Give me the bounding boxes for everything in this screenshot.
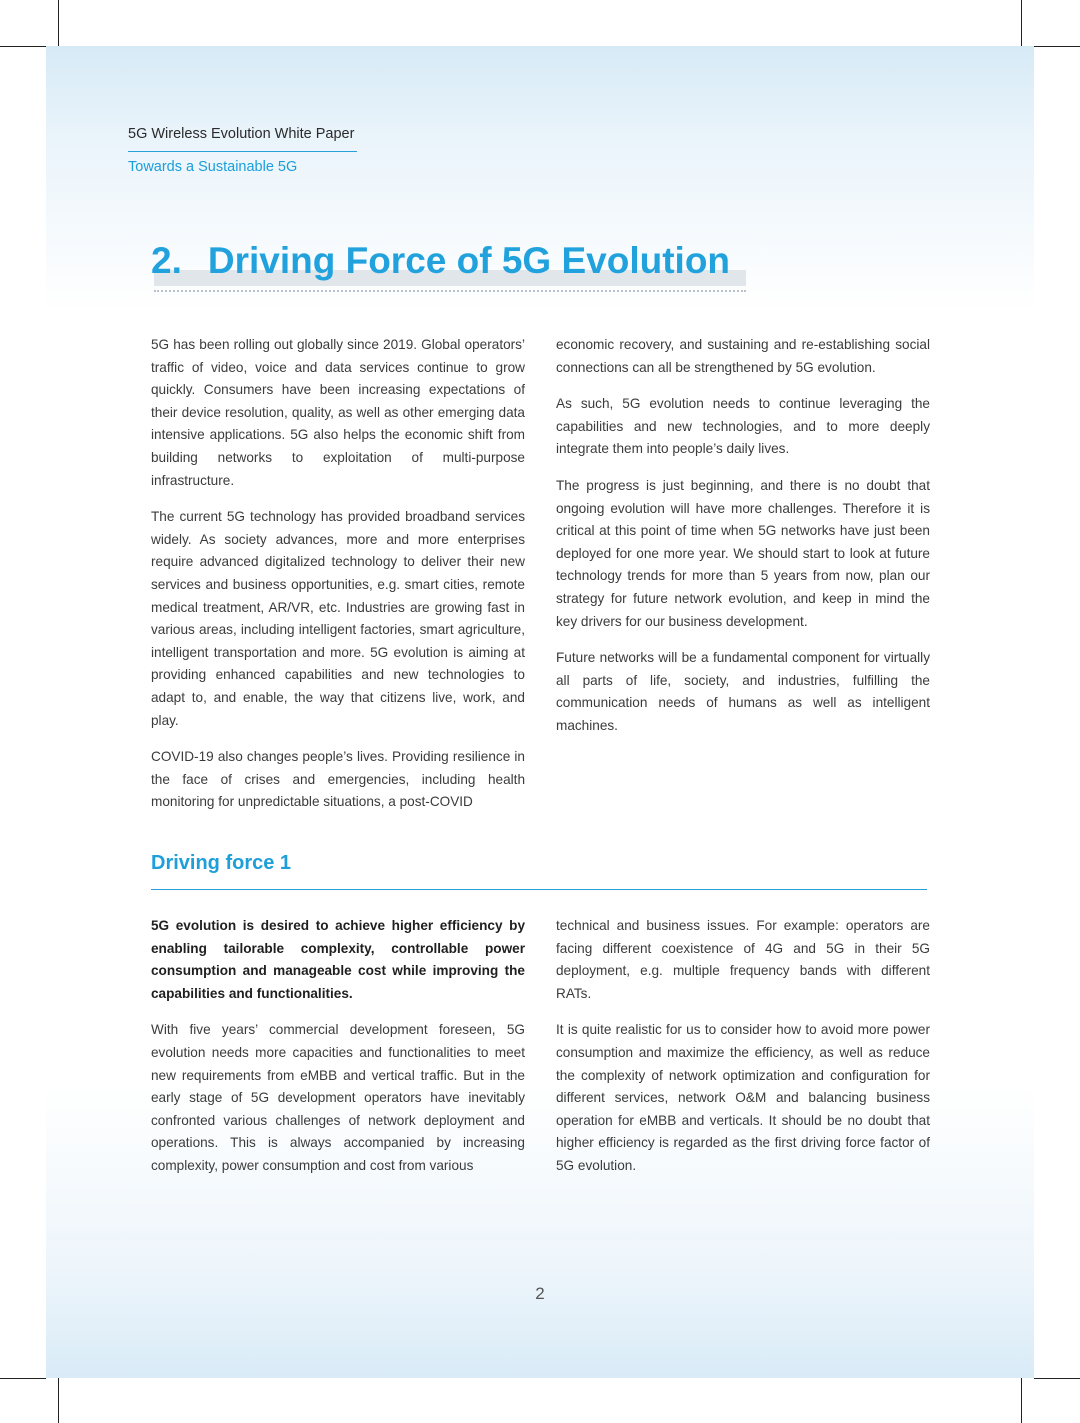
paragraph: Future networks will be a fundamental component for virtually all parts of life, society, and industries, fulfilling the communication needs of humans as well as intelligent machines. bbox=[556, 650, 930, 733]
document-title: 5G Wireless Evolution White Paper bbox=[128, 126, 355, 142]
lead-paragraph: 5G evolution is desired to achieve higher efficiency by enabling tailorable complexity, controllable power consumption and manageable cost while improving the capabilities and functionalities. bbox=[151, 918, 525, 1001]
intro-right-column bbox=[556, 334, 930, 752]
crop-mark-top-left bbox=[0, 46, 46, 47]
paragraph: COVID-19 also changes people’s lives. Providing resilience in the face of crises and emergencies, including health monitoring for unpredictable situations, a post-COVID bbox=[151, 749, 525, 810]
paragraph: As such, 5G evolution needs to continue leveraging the capabilities and new technologies, and to more deeply integrate them into people’s daily lives. bbox=[556, 396, 930, 457]
paragraph: technical and business issues. For example: operators are facing different coexistence of 4G and 5G in their 5G deployment, e.g. multiple frequency bands with different RATs. bbox=[556, 918, 930, 1001]
paragraph: With five years’ commercial development foreseen, 5G evolution needs more capacities and functionalities to meet new requirements from eMBB and vertical traffic. But in the early stage of 5G development operators have inevitably confronted various challenges of network deployment and operations. This is always accompanied by increasing complexity, power consumption and cost from various bbox=[151, 1022, 525, 1173]
paragraph: The current 5G technology has provided broadband services widely. As society advances, more and more enterprises require advanced digitalized technology to deliver their new services and business opportunities, e.g. smart cities, remote medical treatment, AR/VR, etc. Industries are growing fast in various areas, including intelligent factories, smart agriculture, intelligent transportation and more. 5G evolution is aiming at providing enhanced capabilities and new technologies to adapt to, and enable, the way that citizens live, work, and play. bbox=[151, 509, 525, 728]
intro-left-column bbox=[151, 334, 525, 828]
paragraph: economic recovery, and sustaining and re-establishing social connections can all be strengthened by 5G evolution. bbox=[556, 337, 930, 375]
section-divider bbox=[151, 889, 927, 890]
chapter-number: 2. bbox=[151, 240, 182, 281]
chapter-heading bbox=[151, 238, 730, 284]
section-left-column bbox=[151, 915, 525, 1192]
crop-mark-bottom-left bbox=[0, 1378, 46, 1379]
paragraph: The progress is just beginning, and there is no doubt that ongoing evolution will have more challenges. Therefore it is critical at this point of time when 5G networks have just been deployed for one more year. We should start to look at future technology trends for more than 5 years from now, plan our strategy for future network evolution, and keep in mind the key drivers for our business development. bbox=[556, 477, 930, 629]
chapter-dotted-rule bbox=[154, 290, 746, 292]
section-heading: Driving force 1 bbox=[151, 852, 292, 874]
crop-mark-bottom-right bbox=[1034, 1378, 1080, 1379]
crop-mark-top-left bbox=[58, 0, 59, 46]
section-right-column bbox=[556, 915, 930, 1192]
document-subtitle: Towards a Sustainable 5G bbox=[128, 159, 298, 175]
crop-mark-top-right bbox=[1021, 0, 1022, 46]
chapter-title: Driving Force of 5G Evolution bbox=[207, 240, 731, 281]
paragraph: It is quite realistic for us to consider how to avoid more power consumption and maximize the efficiency, as well as reduce the complexity of network optimization and configuration for different services, network O&M and balancing business operation for eMBB and verticals. It should be no doubt that higher efficiency is regarded as the first driving force factor of 5G evolution. bbox=[556, 1022, 930, 1173]
crop-mark-bottom-left bbox=[58, 1378, 59, 1423]
crop-mark-bottom-right bbox=[1021, 1378, 1022, 1423]
header-divider bbox=[128, 151, 357, 152]
paragraph: 5G has been rolling out globally since 2019. Global operators’ traffic of video, voice and data services continue to grow quickly. Consumers have been increasing expectations of their device resolution, quality, as well as other emerging data intensive applications. 5G also helps the economic shift from building networks to exploitation of multi-purpose infrastructure. bbox=[151, 337, 525, 488]
page-number: 2 bbox=[535, 1284, 545, 1303]
crop-mark-top-right bbox=[1034, 46, 1080, 47]
